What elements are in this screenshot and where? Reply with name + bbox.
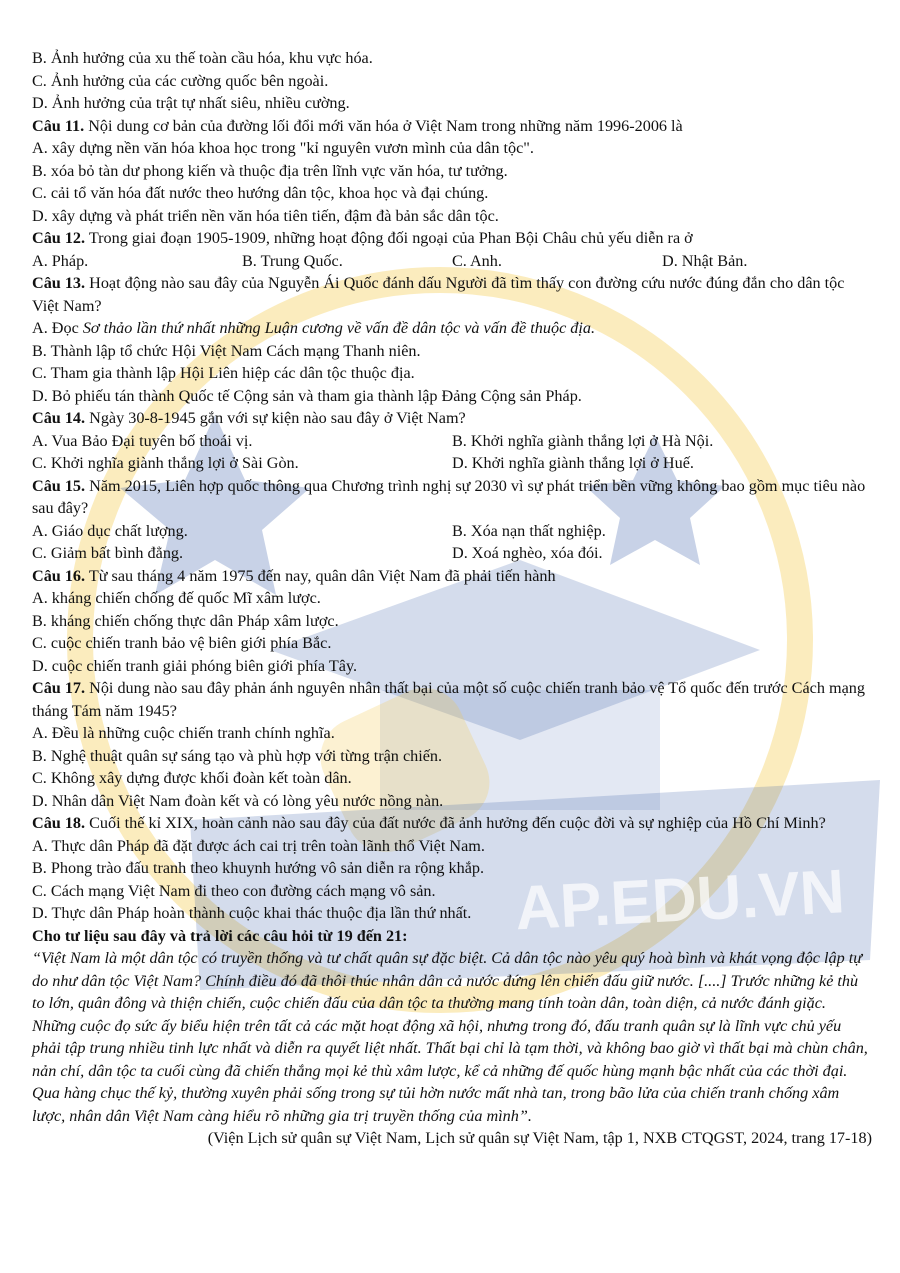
option-b: B. Khởi nghĩa giành thắng lợi ở Hà Nội. xyxy=(452,431,714,450)
option-c: C. Khởi nghĩa giành thắng lợi ở Sài Gòn. xyxy=(32,454,299,472)
option-a: A. Pháp. xyxy=(32,251,89,270)
passage-source: (Viện Lịch sử quân sự Việt Nam, Lịch sử quân sự Việt Nam, tập 1, NXB CTQGST, 2024, trang 17-18) xyxy=(207,1129,872,1147)
option-c: C. cải tổ văn hóa đất nước theo hướng dân tộc, khoa học và đại chúng. xyxy=(32,184,489,202)
question-label: Câu 16. xyxy=(32,566,86,585)
option-b: B. Ảnh hưởng của xu thế toàn cầu hóa, khu vực hóa. xyxy=(32,49,373,67)
option-d: D. Bỏ phiếu tán thành Quốc tế Cộng sản và tham gia thành lập Đảng Cộng sản Pháp. xyxy=(32,386,582,405)
watermark-text: AP.EDU.VN xyxy=(513,857,847,944)
option-c: C. Giảm bất bình đẳng. xyxy=(32,544,184,562)
option-d: D. Ảnh hưởng của trật tự nhất siêu, nhiều cường. xyxy=(32,94,350,112)
option-b: B. Nghệ thuật quân sự sáng tạo và phù hợp với từng trận chiến. xyxy=(32,746,443,765)
option-b: B. Thành lập tổ chức Hội Việt Nam Cách mạng Thanh niên. xyxy=(32,341,421,360)
question-13 xyxy=(32,272,872,407)
option-a-title: Sơ thảo lần thứ nhất những Luận cương về vấn đề dân tộc và vấn đề thuộc địa. xyxy=(82,319,596,337)
option-d: D. Xoá nghèo, xóa đói. xyxy=(452,544,603,562)
option-a: A. Thực dân Pháp đã đặt được ách cai trị trên toàn lãnh thổ Việt Nam. xyxy=(32,836,485,855)
question-11 xyxy=(32,115,872,228)
passage-heading: Cho tư liệu sau đây và trả lời các câu hỏi từ 19 đến 21: xyxy=(32,926,408,945)
question-text: Năm 2015, Liên hợp quốc thông qua Chương trình nghị sự 2030 vì sự phát triển bền vững không bao gồm mục tiêu nào sau đây? xyxy=(32,476,866,517)
option-a: A. Giáo dục chất lượng. xyxy=(32,521,188,540)
option-b: B. xóa bỏ tàn dư phong kiến và thuộc địa trên lĩnh vực văn hóa, tư tưởng. xyxy=(32,161,508,180)
question-text: Trong giai đoạn 1905-1909, những hoạt động đối ngoại của Phan Bội Châu chủ yếu diễn ra ở xyxy=(85,229,693,247)
question-16 xyxy=(32,565,872,678)
option-b: B. kháng chiến chống thực dân Pháp xâm lược. xyxy=(32,611,339,630)
question-label: Câu 15. xyxy=(32,476,86,495)
option-c: C. Ảnh hưởng của các cường quốc bên ngoài. xyxy=(32,71,329,90)
question-text: Từ sau tháng 4 năm 1975 đến nay, quân dân Việt Nam đã phải tiến hành xyxy=(85,566,556,585)
option-d: D. Khởi nghĩa giành thắng lợi ở Huế. xyxy=(452,454,694,472)
question-label: Câu 17. xyxy=(32,679,86,697)
option-b: B. Phong trào đấu tranh theo khuynh hướng vô sản diễn ra rộng khắp. xyxy=(32,859,485,877)
option-d: D. Nhân dân Việt Nam đoàn kết và có lòng yêu nước nồng nàn. xyxy=(32,791,444,810)
question-label: Câu 11. xyxy=(32,116,85,135)
option-d: D. Thực dân Pháp hoàn thành cuộc khai thác thuộc địa lần thứ nhất. xyxy=(32,904,472,922)
question-label: Câu 18. xyxy=(32,814,86,832)
option-d: D. xây dựng và phát triển nền văn hóa tiên tiến, đậm đà bản sắc dân tộc. xyxy=(32,206,499,225)
question-text: Hoạt động nào sau đây của Nguyễn Ái Quốc đánh dấu Người đã tìm thấy con đường cứu nước đúng đắn cho dân tộc Việt Nam? xyxy=(32,274,845,315)
option-c: C. Anh. xyxy=(452,251,502,270)
option-a xyxy=(32,317,872,340)
question-label: Câu 13. xyxy=(32,274,86,292)
source-passage-section xyxy=(32,925,872,1150)
option-a: A. Đều là những cuộc chiến tranh chính nghĩa. xyxy=(32,724,335,742)
option-a: A. Vua Bảo Đại tuyên bố thoái vị. xyxy=(32,431,253,450)
question-18 xyxy=(32,812,872,925)
question-text: Ngày 30-8-1945 gắn với sự kiện nào sau đây ở Việt Nam? xyxy=(85,409,466,427)
exam-page xyxy=(32,47,872,1150)
option-b: B. Xóa nạn thất nghiệp. xyxy=(452,521,606,540)
previous-question-options xyxy=(32,47,872,115)
option-b: B. Trung Quốc. xyxy=(242,251,343,270)
question-text: Cuối thế kỉ XIX, hoàn cảnh nào sau đây của đất nước đã ảnh hưởng đến cuộc đời và sự nghiệp của Hồ Chí Minh? xyxy=(85,814,826,832)
question-label: Câu 14. xyxy=(32,409,86,427)
option-d: D. Nhật Bản. xyxy=(662,251,748,270)
option-c: C. Không xây dựng được khối đoàn kết toàn dân. xyxy=(32,769,352,787)
option-c: C. cuộc chiến tranh bảo vệ biên giới phía Bắc. xyxy=(32,634,332,652)
option-a: A. xây dựng nền văn hóa khoa học trong "kỉ nguyên vươn mình của dân tộc". xyxy=(32,139,534,157)
question-14 xyxy=(32,407,872,475)
option-c: C. Cách mạng Việt Nam đi theo con đường cách mạng vô sản. xyxy=(32,881,436,900)
question-12 xyxy=(32,227,872,272)
question-label: Câu 12. xyxy=(32,229,86,247)
passage-text: “Việt Nam là một dân tộc có truyền thống và tư chất quân sự đặc biệt. Cả dân tộc nào yêu quý hoà bình và khát vọng độc lập tự do như dân tộc Việt Nam? Chính điều đó đã thôi thúc nhân dân cả nước đứng lên chiến đấu giữ nước. [....] Trước những kẻ thù to lớn, quân đông và thiện chiến, cuộc chiến đấu của dân tộc ta thường mang tính toàn dân, toàn diện, cả nước đánh giặc. Những cuộc đọ sức ấy biểu hiện trên tất cả các mặt hoạt động xã hội, nhưng trong đó, đấu tranh quân sự là lĩnh vực chủ yếu phải tập trung nhiều tinh lực nhất và diễn ra quyết liệt nhất. Thất bại chỉ là tạm thời, và không bao giờ vì thất bại mà chùn chân, nản chí, dân tộc ta cuối cùng đã chiến thắng mọi kẻ thù xâm lược, kể cả những đế quốc hùng mạnh bậc nhất của các thời đại. Qua hàng chục thế kỷ, thường xuyên phải sống trong sự tủi hờn nước mất nhà tan, trong bão lửa của chiến tranh chống xâm lược, nhân dân Việt Nam càng hiểu rõ những gia trị truyền thống của mình”. xyxy=(32,949,868,1125)
question-17 xyxy=(32,677,872,812)
option-a-prefix: A. Đọc xyxy=(32,319,83,337)
question-text: Nội dung nào sau đây phản ánh nguyên nhân thất bại của một số cuộc chiến tranh bảo vệ Tổ quốc đến trước Cách mạng tháng Tám năm 1945? xyxy=(32,679,865,720)
option-a: A. kháng chiến chống đế quốc Mĩ xâm lược. xyxy=(32,589,321,607)
question-text: Nội dung cơ bản của đường lối đổi mới văn hóa ở Việt Nam trong những năm 1996-2006 là xyxy=(84,116,683,135)
option-c: C. Tham gia thành lập Hội Liên hiệp các dân tộc thuộc địa. xyxy=(32,364,415,382)
option-d: D. cuộc chiến tranh giải phóng biên giới phía Tây. xyxy=(32,656,358,675)
question-15 xyxy=(32,475,872,565)
